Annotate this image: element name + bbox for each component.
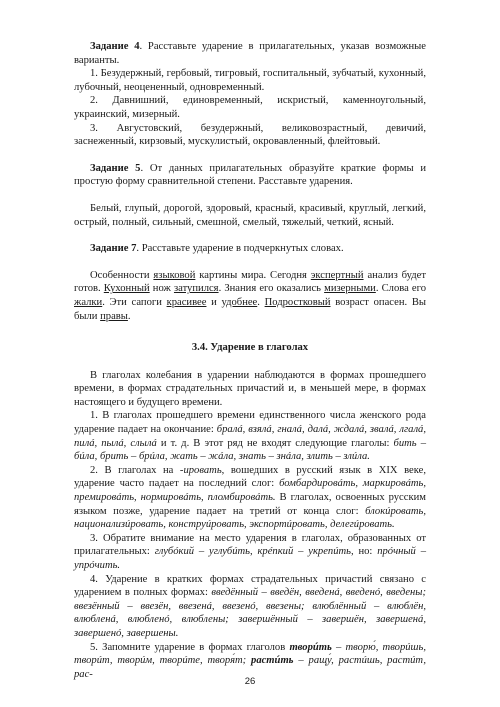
rule-1-text: 1. В глаголах прошедшего времени единственного числа женского рода ударение падает на окончание: <box>74 410 426 436</box>
task7-text-6: . Слова его <box>375 283 427 295</box>
task4-text: . Расставьте ударение в прилагательных, указав возможные варианты. <box>74 41 426 66</box>
rule-3-examples: глубóкий – углубúть, крéпкий – укрепúть, <box>154 546 354 558</box>
rule-5-verb-2: растúть <box>251 655 294 667</box>
rule-1-exceptions: бить – бúла, брить – брúла, жать – жáла, знать – знáла, злить – злúла. <box>74 437 427 463</box>
task7-sentences <box>74 269 426 323</box>
rule-3 <box>74 532 426 573</box>
task7-underlined-2: экспертный <box>310 269 364 281</box>
task7-underlined-4: затупился <box>173 283 219 295</box>
rule-5-forms-1: – творю́, творúшь, творúт, творúм, творúте, творя́т; <box>74 641 427 667</box>
rule-5-forms-2: – ращу́, растúшь, растúт, рас- <box>74 655 426 680</box>
task7-text-5: . Знания его оказались <box>218 283 325 295</box>
task5-text: . От данных прилагательных образуйте краткие формы и простую форму сравнительной степени. Расставьте ударения. <box>74 162 427 188</box>
task5-heading <box>74 162 426 189</box>
rule-2-examples-2: блокúровать, национализúровать, конструúровать, экспортúровать, делегúровать. <box>74 505 426 531</box>
rule-5-verb-1: творúть <box>289 641 332 653</box>
rule-2 <box>74 464 426 532</box>
task7-text: . Расставьте ударение в подчеркнутых словах. <box>136 243 344 255</box>
task7-underlined-3: Кухонный <box>103 283 150 295</box>
task5-words: Белый, глупый, дорогой, здоровый, красный, красивый, круглый, легкий, острый, полный, сильный, смешной, смелый, тяжелый, четкий, ясный. <box>74 202 426 228</box>
task7-underlined-9: Подростковый <box>264 296 331 308</box>
task4-label: Задание 4 <box>90 41 140 52</box>
task7-text-1: Особенности <box>90 269 154 281</box>
rule-1-mid: и т. д. В этот ряд не входят следующие глаголы: <box>156 437 394 449</box>
rule-2-mid-2: В глаголах, освоенных русским языком позже, ударение падает на третий от конца слог: <box>74 492 426 517</box>
section-title: 3.4. Ударение в глаголах <box>191 342 309 354</box>
task4-item-3: 3. Августовский, безудержный, великовозрастный, девичий, заснеженный, кирзовый, мускулистый, окровавленный, флейтовый. <box>74 122 426 148</box>
task7-underlined-5: мизерными <box>324 283 376 295</box>
rule-3-mid: но: <box>353 546 378 558</box>
task7-underlined-7: красивее <box>166 296 207 308</box>
task7-text-4: нож <box>149 283 174 295</box>
task4-item-1: 1. Безудержный, гербовый, тигровый, госпитальный, зубчатый, кухонный, лубочный, неоцененный, одновременный. <box>74 68 426 93</box>
task4-item-2: 2. Давнишний, единовременный, искристый, каменноугольный, украинский, мизерный. <box>74 95 426 120</box>
task7-text-11: . <box>127 310 131 322</box>
rule-5-text: 5. Запомните ударение в формах глаголов <box>90 641 290 653</box>
rule-4-examples: введённый – введён, введенá, введенó, введены; ввезённый – ввезён, ввезенá, ввезенó, ввезены; влюблённый – влюблён, влюбленá, влюбленó, влюблены; завершённый – завершён, завершенá, завершенó, завершены. <box>74 587 426 639</box>
task7-underlined-8: удобнее <box>221 296 258 308</box>
rule-3-examples-2: прóчный – упрóчить. <box>74 546 426 571</box>
task7-text-10: возраст опасен. Вы были <box>74 296 426 322</box>
task7-underlined-1: языковой <box>153 269 196 281</box>
task7-text-7: . Эти сапоги <box>102 296 167 308</box>
rule-1 <box>74 409 426 463</box>
rule-1-forms: бралá, взялá, гналá, далá, ждалá, звалá, лгалá, пилá, пылá, слылá <box>74 424 427 449</box>
rule-4-text: 4. Ударение в кратких формах страдательных причастий связано с ударением в полных формах: <box>74 573 426 599</box>
task7-text-2: картины мира. Сегодня <box>195 269 311 281</box>
task7-underlined-10: правы <box>100 310 128 322</box>
task7-heading <box>74 242 426 256</box>
task4-heading <box>74 40 426 67</box>
task7-text-9: . <box>257 296 265 308</box>
task5-label: Задание 5 <box>90 162 141 174</box>
task7-text-3: анализ будет готов. <box>74 269 426 295</box>
task7-label: Задание 7 <box>90 243 137 255</box>
rule-3-text: 3. Обратите внимание на место ударения в глаголах, образованных от прилагательных: <box>74 532 426 558</box>
rule-4 <box>74 573 426 641</box>
task7-text-8: и <box>206 296 222 308</box>
rule-2-suffix: -ировать <box>179 464 222 476</box>
task7-underlined-6: жалки <box>74 296 103 308</box>
rule-2-text: 2. В глаголах на <box>90 464 180 476</box>
rule-2-examples-1: бомбардировáть, маркировáть, премировáть, нормировáть, пломбировáть. <box>74 478 426 504</box>
rule-2-mid: , вошедших в русский язык в XIX веке, ударение часто падает на последний слог: <box>74 464 426 490</box>
page-number: 26 <box>244 676 256 688</box>
section-intro: В глаголах колебания в ударении наблюдаются в формах прошедшего времени, в формах страдательных причастий и, в меньшей мере, в формах настоящего и будущего времени. <box>74 369 426 408</box>
